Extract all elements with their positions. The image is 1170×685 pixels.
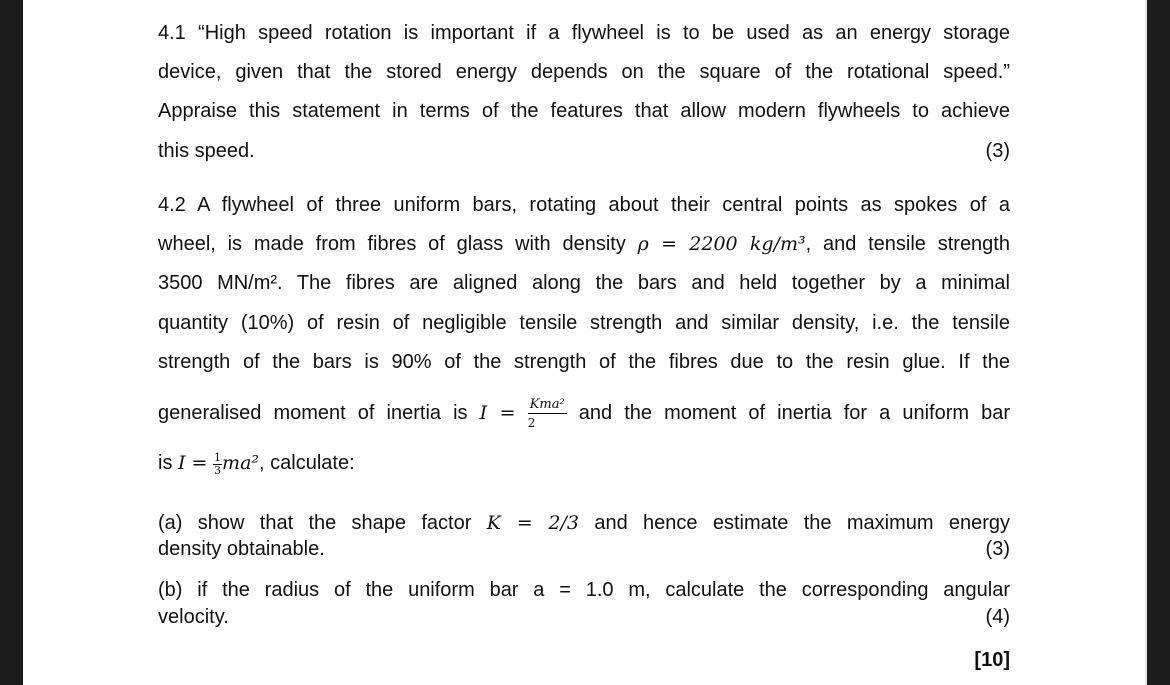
text-line: Appraise this statement in terms of the features that allow modern flywheels to achieve bbox=[158, 100, 1010, 122]
text: this speed. bbox=[158, 140, 255, 162]
marks: (3) bbox=[985, 538, 1010, 560]
text-line: quantity (10%) of resin of negligible tensile strength and similar density, i.e. the tensile bbox=[158, 312, 1010, 334]
text-line: strength of the bars is 90% of the strength of the fibres due to the resin glue. If the bbox=[158, 351, 1010, 373]
shape-factor-formula: K = 2/3 bbox=[486, 512, 580, 534]
marks: (3) bbox=[985, 140, 1010, 162]
text-line: 4.1 “High speed rotation is important if a flywheel is to be used as an energy storage bbox=[158, 22, 1010, 44]
one-third-fraction: $\frac{1}{3}$ bbox=[214, 450, 222, 477]
text: wheel, is made from fibres of glass with density bbox=[158, 233, 626, 255]
text-line: 4.2 A flywheel of three uniform bars, rotating about their central points as spokes of a bbox=[158, 194, 1010, 216]
formula-lhs: I = bbox=[178, 452, 208, 474]
text-line bbox=[158, 605, 1010, 629]
density-formula: ρ = 2200 kg/m³ bbox=[637, 233, 806, 255]
text: generalised moment of inertia is bbox=[158, 401, 468, 424]
text: and hence estimate the maximum energy bbox=[594, 512, 1010, 534]
text: is bbox=[158, 452, 173, 474]
text-line bbox=[158, 139, 1010, 163]
text-line bbox=[158, 537, 1010, 561]
text: , and tensile strength bbox=[805, 233, 1010, 255]
inertia-fraction: $\frac{\text{Kma²}}{2}$ bbox=[527, 397, 565, 430]
text: (a) show that the shape factor bbox=[158, 512, 472, 534]
marks: (4) bbox=[985, 606, 1010, 628]
text-line bbox=[158, 232, 1010, 256]
text-line bbox=[158, 451, 1010, 476]
text-line: (b) if the radius of the uniform bar a = 1.0 m, calculate the corresponding angular bbox=[158, 579, 1010, 601]
total-marks: [10] bbox=[974, 649, 1010, 671]
text: density obtainable. bbox=[158, 538, 325, 560]
formula-rhs: ma² bbox=[222, 452, 260, 474]
text-line: 3500 MN/m². The fibres are aligned along the bars and held together by a minimal bbox=[158, 272, 1010, 294]
text: , calculate: bbox=[259, 452, 355, 474]
text-line bbox=[158, 511, 1010, 535]
text: and the moment of inertia for a uniform bar bbox=[578, 401, 1010, 424]
formula-lhs: I = bbox=[479, 401, 516, 424]
text-line bbox=[158, 398, 1010, 429]
text-line: device, given that the stored energy depends on the square of the rotational speed.” bbox=[158, 61, 1010, 83]
text: velocity. bbox=[158, 606, 229, 628]
